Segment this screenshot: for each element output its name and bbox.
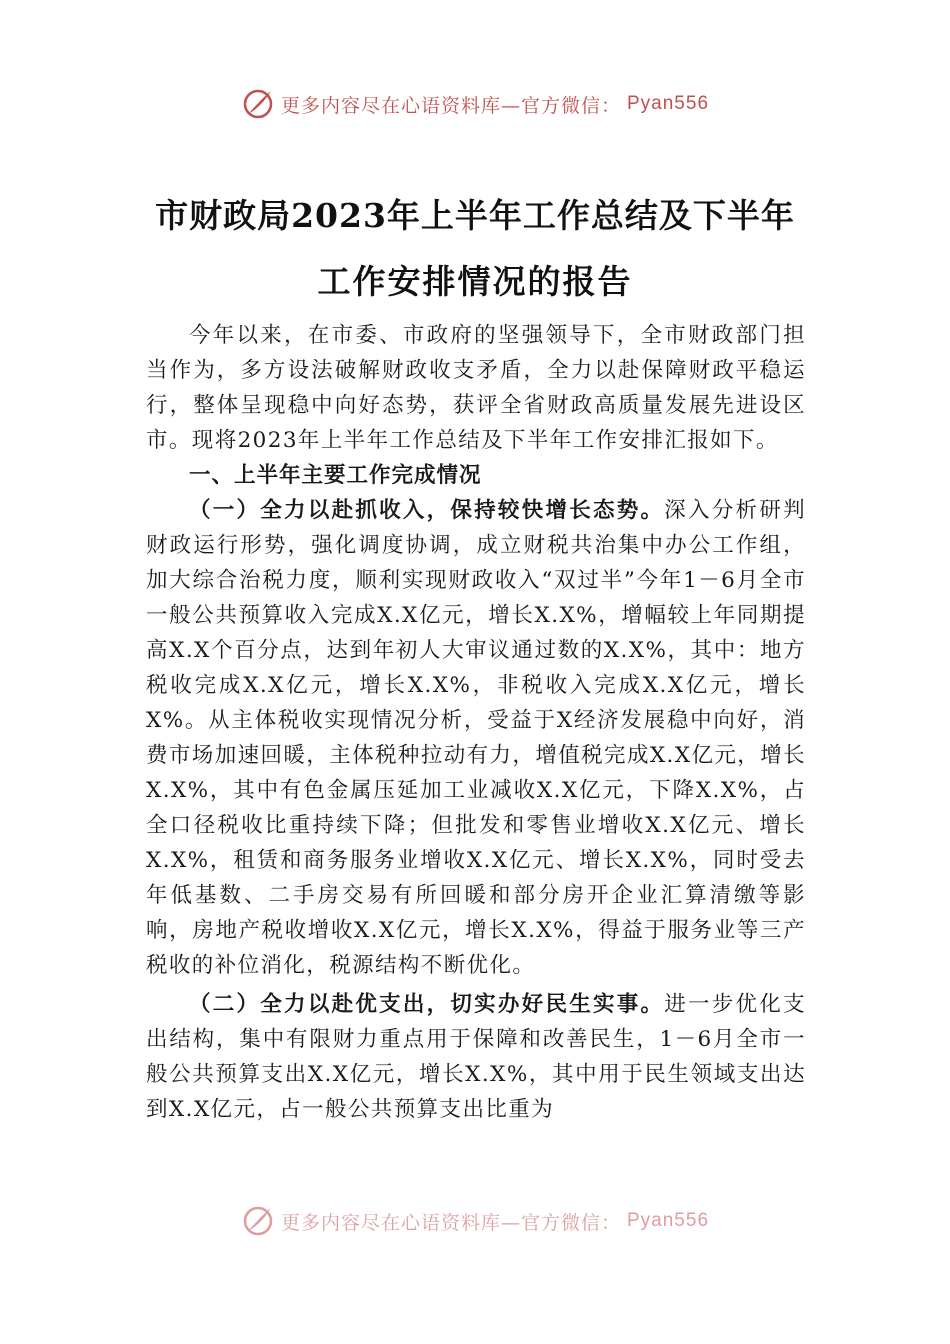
watermark-banner-bottom <box>0 1199 950 1243</box>
paragraph-2-body: 进一步优化支出结构，集中有限财力重点用于保障和改善民生，1－6月全市一般公共预算支出X.X亿元，增长X.X%，其中用于民生领域支出达到X.X亿元，占一般公共预算支出比重为 <box>146 992 806 1122</box>
intro-paragraph: 今年以来，在市委、市政府的坚强领导下，全市财政部门担当作为，多方设法破解财政收支矛盾，全力以赴保障财政平稳运行，整体呈现稳中向好态势，获评全省财政高质量发展先进设区市。现将2023年上半年工作总结及下半年工作安排汇报如下。 <box>146 323 806 453</box>
watermark-text: 更多内容尽在心语资料库—官方微信： <box>280 94 621 117</box>
paragraph-2-lead: （二）全力以赴优支出，切实办好民生实事。 <box>189 992 665 1017</box>
paragraph-1 <box>146 493 806 983</box>
document-title-line2: 工作安排情况的报告 <box>317 262 633 301</box>
document-title-line1: 市财政局2023年上半年工作总结及下半年 <box>155 196 795 235</box>
feather-logo-icon <box>241 1204 275 1238</box>
watermark-banner-top <box>0 82 950 126</box>
watermark-wechat-id: Pyan556 <box>627 93 710 114</box>
paragraph-1-body: 深入分析研判财政运行形势，强化调度协调，成立财税共治集中办公工作组，加大综合治税力度，顺利实现财政收入“双过半”今年1－6月全市一般公共预算收入完成X.X亿元，增长X.X%，增幅较上年同期提高X.X个百分点，达到年初人大审议通过数的X.X%，其中：地方税收完成X.X亿元，增长X.X%，非税收入完成X.X亿元，增长X%。从主体税收实现情况分析，受益于X经济发展稳中向好，消费市场加速回暖，主体税种拉动有力，增值税完成X.X亿元，增长X.X%，其中有色金属压延加工业减收X.X亿元，下降X.X%，占全口径税收比重持续下降；但批发和零售业增收X.X亿元、增长X.X%，租赁和商务服务业增收X.X亿元、增长X.X%，同时受去年低基数、二手房交易有所回暖和部分房开企业汇算清缴等影响，房地产税收增收X.X亿元，增长X.X%，得益于服务业等三产税收的补位消化，税源结构不断优化。 <box>146 498 807 978</box>
paragraph-1-lead: （一）全力以赴抓收入，保持较快增长态势。 <box>189 498 665 523</box>
paragraph-2 <box>146 987 806 1127</box>
section-heading: 一、上半年主要工作完成情况 <box>189 463 482 488</box>
watermark-text: 更多内容尽在心语资料库—官方微信： <box>280 1211 621 1234</box>
watermark-wechat-id: Pyan556 <box>627 1210 710 1231</box>
document-body <box>146 318 806 1127</box>
feather-logo-icon <box>241 87 275 121</box>
